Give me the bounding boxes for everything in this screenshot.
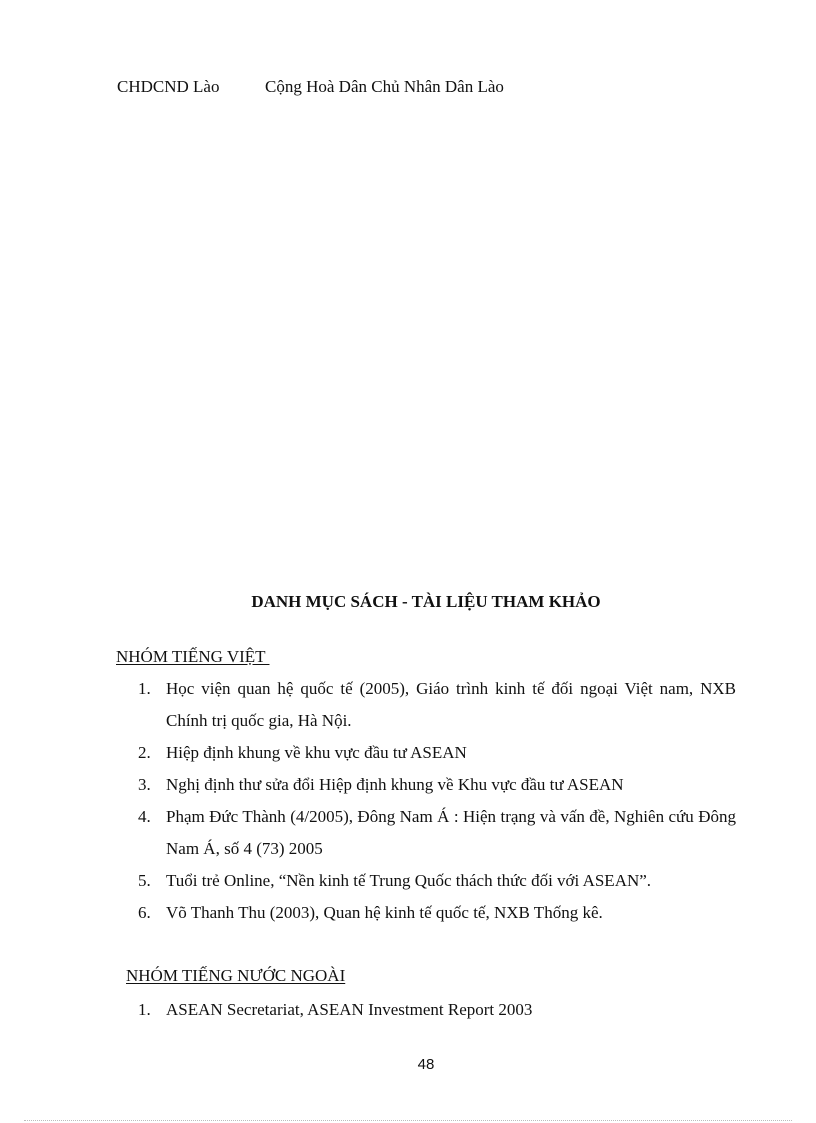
reference-number: 1. <box>138 679 151 698</box>
reference-item <box>138 897 736 929</box>
reference-item <box>138 801 736 865</box>
reference-item <box>138 865 736 897</box>
reference-text: Nghị định thư sửa đổi Hiệp định khung về Khu vực đầu tư ASEAN <box>166 775 624 794</box>
reference-item <box>138 769 736 801</box>
reference-item <box>138 673 736 737</box>
reference-text: Hiệp định khung về khu vực đầu tư ASEAN <box>166 743 467 762</box>
reference-text: Võ Thanh Thu (2003), Quan hệ kinh tế quốc tế, NXB Thống kê. <box>166 903 603 922</box>
reference-item <box>138 994 736 1026</box>
page-bottom-divider <box>24 1120 792 1121</box>
group-title-foreign: NHÓM TIẾNG NƯỚC NGOÀI <box>126 966 346 985</box>
reference-text: Học viện quan hệ quốc tế (2005), Giáo trình kinh tế đối ngoại Việt nam, NXB Chính trị quốc gia, Hà Nội. <box>166 679 736 730</box>
reference-number: 6. <box>138 903 151 922</box>
reference-text: Tuổi trẻ Online, “Nền kinh tế Trung Quốc thách thức đối với ASEAN”. <box>166 871 652 890</box>
abbreviation-full: Cộng Hoà Dân Chủ Nhân Dân Lào <box>265 77 504 96</box>
reference-number: 1. <box>138 1000 151 1019</box>
reference-number: 3. <box>138 775 151 794</box>
reference-number: 2. <box>138 743 151 762</box>
reference-text: ASEAN Secretariat, ASEAN Investment Report 2003 <box>166 1000 533 1019</box>
references-heading: DANH MỤC SÁCH - TÀI LIỆU THAM KHẢO <box>251 592 601 611</box>
reference-text: Phạm Đức Thành (4/2005), Đông Nam Á : Hiện trạng và vấn đề, Nghiên cứu Đông Nam Á, số 4 (73) 2005 <box>166 807 736 858</box>
reference-number: 4. <box>138 807 151 826</box>
page-number: 48 <box>417 1056 435 1073</box>
group-title-vietnamese: NHÓM TIẾNG VIỆT <box>116 647 270 666</box>
abbreviation-row <box>117 77 504 97</box>
reference-number: 5. <box>138 871 151 890</box>
reference-item <box>138 737 736 769</box>
abbreviation-short: CHDCND Lào <box>117 77 220 96</box>
